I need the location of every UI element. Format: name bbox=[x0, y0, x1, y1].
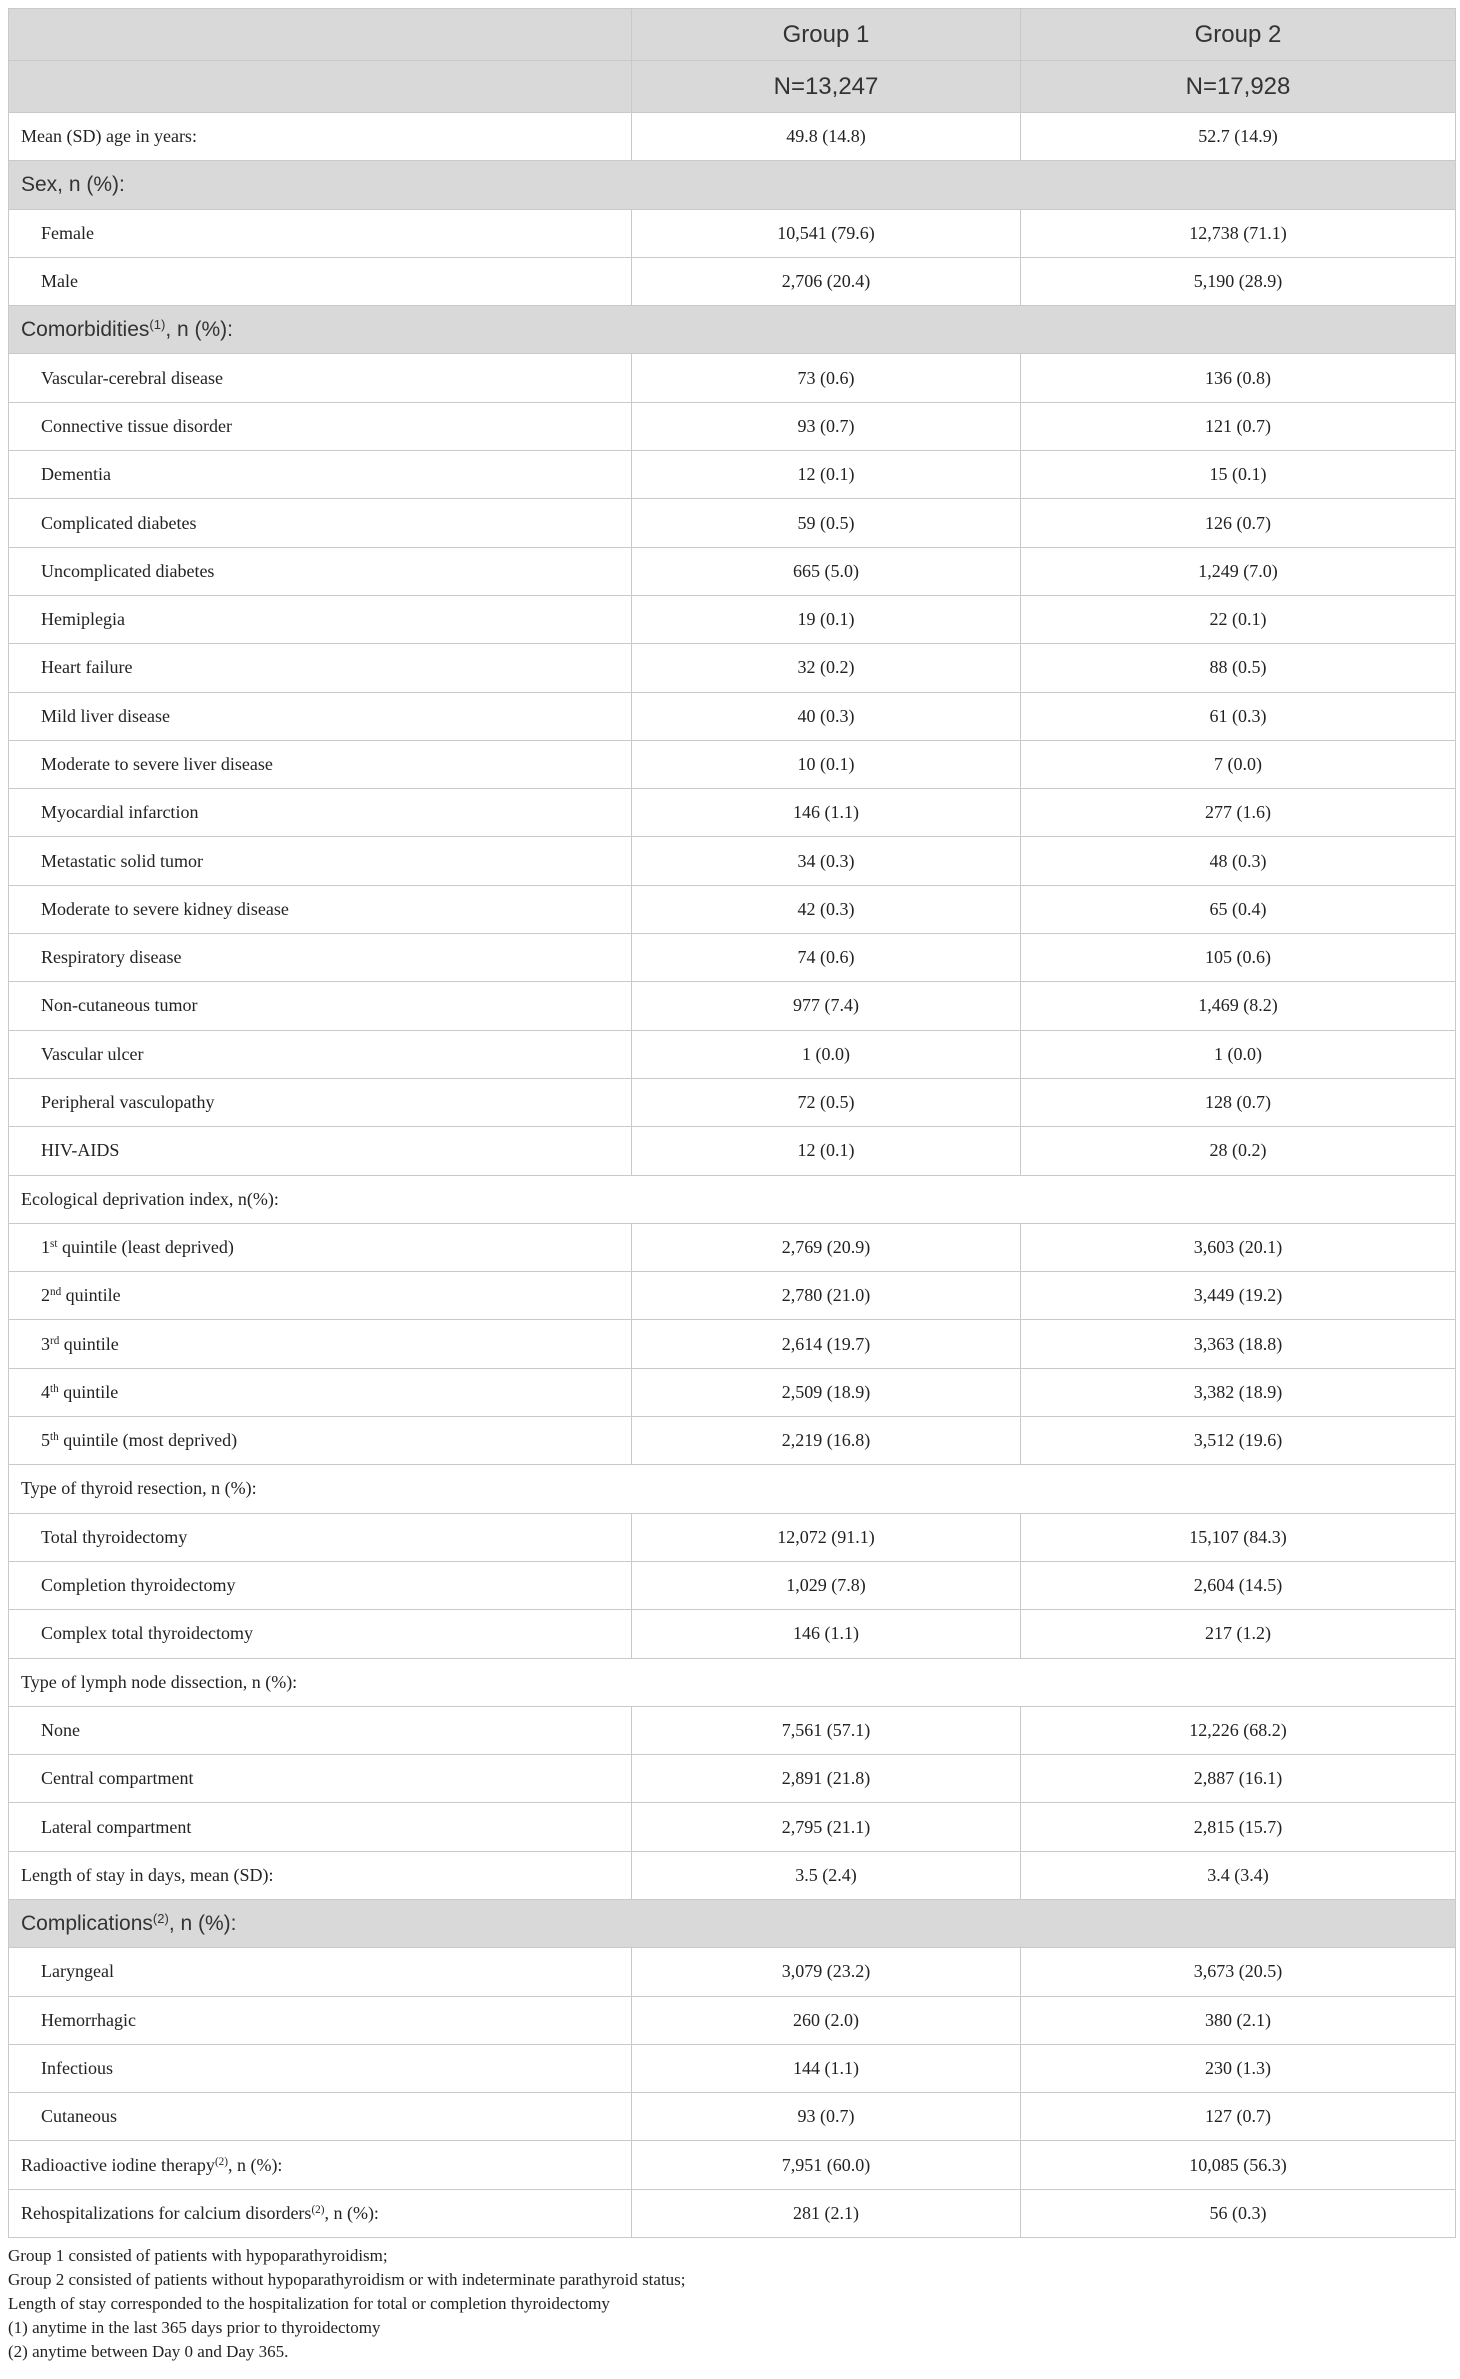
group1-value: 10 (0.1) bbox=[632, 740, 1021, 788]
row-label-suffix: , n (%): bbox=[324, 2202, 379, 2223]
row-label bbox=[9, 2189, 632, 2237]
group1-value: 1 (0.0) bbox=[632, 1030, 1021, 1078]
table-row bbox=[9, 1127, 1456, 1175]
group1-value: 2,795 (21.1) bbox=[632, 1803, 1021, 1851]
header-group2-n: N=17,928 bbox=[1021, 61, 1456, 113]
row-label: Laryngeal bbox=[9, 1948, 632, 1996]
row-label-text: Radioactive iodine therapy bbox=[21, 2154, 215, 2175]
table-row bbox=[9, 1272, 1456, 1320]
subheading-label: Type of lymph node dissection, n (%): bbox=[9, 1658, 1456, 1706]
group1-value: 12 (0.1) bbox=[632, 451, 1021, 499]
row-label: Infectious bbox=[9, 2044, 632, 2092]
group1-value: 49.8 (14.8) bbox=[632, 113, 1021, 161]
group2-value: 2,815 (15.7) bbox=[1021, 1803, 1456, 1851]
table-row bbox=[9, 209, 1456, 257]
quintile-number: 2 bbox=[41, 1285, 50, 1306]
row-label: Heart failure bbox=[9, 644, 632, 692]
group1-value: 977 (7.4) bbox=[632, 982, 1021, 1030]
header-blank bbox=[9, 9, 632, 61]
group2-value: 3,449 (19.2) bbox=[1021, 1272, 1456, 1320]
group2-value: 128 (0.7) bbox=[1021, 1078, 1456, 1126]
table-wrapper bbox=[8, 8, 1455, 2364]
ordinal-suffix: nd bbox=[50, 1286, 62, 1299]
table-row bbox=[9, 1851, 1456, 1899]
group2-value: 2,604 (14.5) bbox=[1021, 1561, 1456, 1609]
table-row bbox=[9, 692, 1456, 740]
group2-value: 1,469 (8.2) bbox=[1021, 982, 1456, 1030]
footnote-marker: (1) bbox=[149, 316, 166, 332]
table-row bbox=[9, 934, 1456, 982]
group1-value: 146 (1.1) bbox=[632, 1610, 1021, 1658]
group2-value: 7 (0.0) bbox=[1021, 740, 1456, 788]
row-label: Male bbox=[9, 257, 632, 305]
row-label: Completion thyroidectomy bbox=[9, 1561, 632, 1609]
quintile-text: quintile bbox=[58, 1381, 119, 1402]
section-row-complications bbox=[9, 1899, 1456, 1947]
group2-value: 52.7 (14.9) bbox=[1021, 113, 1456, 161]
header-group1: Group 1 bbox=[632, 9, 1021, 61]
header-blank bbox=[9, 61, 632, 113]
row-label bbox=[9, 2141, 632, 2189]
quintile-number: 4 bbox=[41, 1381, 50, 1402]
section-label-text: Comorbidities bbox=[21, 317, 150, 341]
row-label: Length of stay in days, mean (SD): bbox=[9, 1851, 632, 1899]
group1-value: 281 (2.1) bbox=[632, 2189, 1021, 2237]
table-row bbox=[9, 451, 1456, 499]
ordinal-suffix: th bbox=[50, 1431, 59, 1444]
group2-value: 217 (1.2) bbox=[1021, 1610, 1456, 1658]
table-row bbox=[9, 1948, 1456, 1996]
table-row bbox=[9, 547, 1456, 595]
group2-value: 121 (0.7) bbox=[1021, 402, 1456, 450]
footnote-line: Length of stay corresponded to the hospitalization for total or completion thyroidectomy bbox=[8, 2294, 610, 2314]
group2-value: 65 (0.4) bbox=[1021, 885, 1456, 933]
table-row bbox=[9, 740, 1456, 788]
table-row bbox=[9, 1223, 1456, 1271]
row-label-text: Rehospitalizations for calcium disorders bbox=[21, 2202, 312, 2223]
group1-value: 10,541 (79.6) bbox=[632, 209, 1021, 257]
subheading-label: Type of thyroid resection, n (%): bbox=[9, 1465, 1456, 1513]
row-label: Cutaneous bbox=[9, 2093, 632, 2141]
row-label bbox=[9, 1417, 632, 1465]
row-label: Hemiplegia bbox=[9, 595, 632, 643]
table-row bbox=[9, 1561, 1456, 1609]
quintile-text: quintile (most deprived) bbox=[58, 1430, 238, 1451]
group1-value: 12 (0.1) bbox=[632, 1127, 1021, 1175]
row-label: None bbox=[9, 1706, 632, 1754]
table-row bbox=[9, 2141, 1456, 2189]
group2-value: 22 (0.1) bbox=[1021, 595, 1456, 643]
group1-value: 72 (0.5) bbox=[632, 1078, 1021, 1126]
section-label bbox=[9, 306, 1456, 354]
section-label-suffix: , n (%): bbox=[165, 317, 233, 341]
section-label bbox=[9, 1899, 1456, 1947]
table-row bbox=[9, 402, 1456, 450]
section-row-comorbidities bbox=[9, 306, 1456, 354]
section-row-sex bbox=[9, 161, 1456, 209]
row-label: HIV-AIDS bbox=[9, 1127, 632, 1175]
row-label: Connective tissue disorder bbox=[9, 402, 632, 450]
row-label bbox=[9, 1272, 632, 1320]
group1-value: 146 (1.1) bbox=[632, 789, 1021, 837]
table-row bbox=[9, 2093, 1456, 2141]
footnote-line: Group 1 consisted of patients with hypoparathyroidism; bbox=[8, 2246, 388, 2266]
row-label: Mild liver disease bbox=[9, 692, 632, 740]
group1-value: 144 (1.1) bbox=[632, 2044, 1021, 2092]
group2-value: 3,673 (20.5) bbox=[1021, 1948, 1456, 1996]
group2-value: 136 (0.8) bbox=[1021, 354, 1456, 402]
footnote-line: (1) anytime in the last 365 days prior to thyroidectomy bbox=[8, 2318, 381, 2338]
row-label: Non-cutaneous tumor bbox=[9, 982, 632, 1030]
quintile-text: quintile bbox=[59, 1333, 119, 1354]
subheading-row-lymph bbox=[9, 1658, 1456, 1706]
group1-value: 2,219 (16.8) bbox=[632, 1417, 1021, 1465]
group1-value: 19 (0.1) bbox=[632, 595, 1021, 643]
row-label: Hemorrhagic bbox=[9, 1996, 632, 2044]
row-label: Central compartment bbox=[9, 1755, 632, 1803]
group1-value: 93 (0.7) bbox=[632, 402, 1021, 450]
table-row bbox=[9, 2044, 1456, 2092]
table-row bbox=[9, 1513, 1456, 1561]
group1-value: 2,706 (20.4) bbox=[632, 257, 1021, 305]
row-label bbox=[9, 1223, 632, 1271]
row-label: Lateral compartment bbox=[9, 1803, 632, 1851]
table-footnotes bbox=[8, 2244, 1455, 2364]
row-label: Moderate to severe kidney disease bbox=[9, 885, 632, 933]
group1-value: 42 (0.3) bbox=[632, 885, 1021, 933]
table-row bbox=[9, 1706, 1456, 1754]
header-group2: Group 2 bbox=[1021, 9, 1456, 61]
ordinal-suffix: rd bbox=[50, 1334, 60, 1347]
group2-value: 88 (0.5) bbox=[1021, 644, 1456, 692]
group1-value: 2,769 (20.9) bbox=[632, 1223, 1021, 1271]
footnote-marker: (2) bbox=[214, 2155, 228, 2168]
group1-value: 260 (2.0) bbox=[632, 1996, 1021, 2044]
group1-value: 34 (0.3) bbox=[632, 837, 1021, 885]
section-label: Sex, n (%): bbox=[9, 161, 1456, 209]
row-label: Total thyroidectomy bbox=[9, 1513, 632, 1561]
section-label-text: Complications bbox=[21, 1911, 153, 1935]
quintile-number: 3 bbox=[41, 1333, 50, 1354]
group2-value: 28 (0.2) bbox=[1021, 1127, 1456, 1175]
row-label: Metastatic solid tumor bbox=[9, 837, 632, 885]
group2-value: 12,738 (71.1) bbox=[1021, 209, 1456, 257]
row-label: Complex total thyroidectomy bbox=[9, 1610, 632, 1658]
row-label: Vascular-cerebral disease bbox=[9, 354, 632, 402]
group2-value: 3,363 (18.8) bbox=[1021, 1320, 1456, 1368]
group1-value: 73 (0.6) bbox=[632, 354, 1021, 402]
header-row-n bbox=[9, 61, 1456, 113]
group2-value: 15,107 (84.3) bbox=[1021, 1513, 1456, 1561]
quintile-number: 1 bbox=[41, 1236, 50, 1257]
table-row bbox=[9, 113, 1456, 161]
row-label bbox=[9, 1320, 632, 1368]
group1-value: 2,614 (19.7) bbox=[632, 1320, 1021, 1368]
table-row bbox=[9, 499, 1456, 547]
group1-value: 7,951 (60.0) bbox=[632, 2141, 1021, 2189]
group2-value: 105 (0.6) bbox=[1021, 934, 1456, 982]
table-row bbox=[9, 354, 1456, 402]
subheading-row-resection bbox=[9, 1465, 1456, 1513]
ordinal-suffix: st bbox=[50, 1237, 58, 1250]
quintile-text: quintile (least deprived) bbox=[57, 1236, 234, 1257]
header-row-groups bbox=[9, 9, 1456, 61]
row-label-suffix: , n (%): bbox=[227, 2154, 283, 2175]
group2-value: 10,085 (56.3) bbox=[1021, 2141, 1456, 2189]
row-label bbox=[9, 1368, 632, 1416]
group1-value: 2,509 (18.9) bbox=[632, 1368, 1021, 1416]
table-row bbox=[9, 885, 1456, 933]
table-row bbox=[9, 257, 1456, 305]
table-row bbox=[9, 1417, 1456, 1465]
row-label: Respiratory disease bbox=[9, 934, 632, 982]
table-row bbox=[9, 1368, 1456, 1416]
group1-value: 3,079 (23.2) bbox=[632, 1948, 1021, 1996]
row-label: Moderate to severe liver disease bbox=[9, 740, 632, 788]
group1-value: 665 (5.0) bbox=[632, 547, 1021, 595]
row-label: Complicated diabetes bbox=[9, 499, 632, 547]
group2-value: 48 (0.3) bbox=[1021, 837, 1456, 885]
group1-value: 7,561 (57.1) bbox=[632, 1706, 1021, 1754]
group2-value: 1,249 (7.0) bbox=[1021, 547, 1456, 595]
group2-value: 61 (0.3) bbox=[1021, 692, 1456, 740]
row-label: Mean (SD) age in years: bbox=[9, 113, 632, 161]
group2-value: 2,887 (16.1) bbox=[1021, 1755, 1456, 1803]
table-row bbox=[9, 1078, 1456, 1126]
header-group1-n: N=13,247 bbox=[632, 61, 1021, 113]
table-row bbox=[9, 595, 1456, 643]
group1-value: 1,029 (7.8) bbox=[632, 1561, 1021, 1609]
group2-value: 56 (0.3) bbox=[1021, 2189, 1456, 2237]
footnote-marker: (2) bbox=[311, 2203, 325, 2216]
row-label: Myocardial infarction bbox=[9, 789, 632, 837]
group2-value: 1 (0.0) bbox=[1021, 1030, 1456, 1078]
group1-value: 59 (0.5) bbox=[632, 499, 1021, 547]
group2-value: 230 (1.3) bbox=[1021, 2044, 1456, 2092]
group1-value: 3.5 (2.4) bbox=[632, 1851, 1021, 1899]
row-label: Vascular ulcer bbox=[9, 1030, 632, 1078]
table-row bbox=[9, 1320, 1456, 1368]
group1-value: 2,891 (21.8) bbox=[632, 1755, 1021, 1803]
quintile-number: 5 bbox=[41, 1430, 50, 1451]
group2-value: 127 (0.7) bbox=[1021, 2093, 1456, 2141]
table-row bbox=[9, 1803, 1456, 1851]
quintile-text: quintile bbox=[61, 1285, 121, 1306]
group1-value: 2,780 (21.0) bbox=[632, 1272, 1021, 1320]
group1-value: 74 (0.6) bbox=[632, 934, 1021, 982]
subheading-row-deprivation bbox=[9, 1175, 1456, 1223]
footnote-line: Group 2 consisted of patients without hypoparathyroidism or with indeterminate parathyroid status; bbox=[8, 2270, 686, 2290]
group2-value: 3,382 (18.9) bbox=[1021, 1368, 1456, 1416]
subheading-label: Ecological deprivation index, n(%): bbox=[9, 1175, 1456, 1223]
group2-value: 3,512 (19.6) bbox=[1021, 1417, 1456, 1465]
table-row bbox=[9, 837, 1456, 885]
group2-value: 3,603 (20.1) bbox=[1021, 1223, 1456, 1271]
section-label-suffix: , n (%): bbox=[168, 1911, 237, 1935]
table-row bbox=[9, 2189, 1456, 2237]
table-row bbox=[9, 1996, 1456, 2044]
group1-value: 12,072 (91.1) bbox=[632, 1513, 1021, 1561]
row-label: Uncomplicated diabetes bbox=[9, 547, 632, 595]
group1-value: 93 (0.7) bbox=[632, 2093, 1021, 2141]
row-label: Dementia bbox=[9, 451, 632, 499]
group1-value: 40 (0.3) bbox=[632, 692, 1021, 740]
table-row bbox=[9, 1610, 1456, 1658]
row-label: Female bbox=[9, 209, 632, 257]
table-row bbox=[9, 982, 1456, 1030]
footnote-marker: (2) bbox=[152, 1910, 169, 1926]
table-row bbox=[9, 1030, 1456, 1078]
group2-value: 380 (2.1) bbox=[1021, 1996, 1456, 2044]
table-row bbox=[9, 789, 1456, 837]
table-row bbox=[9, 1755, 1456, 1803]
group2-value: 15 (0.1) bbox=[1021, 451, 1456, 499]
row-label: Peripheral vasculopathy bbox=[9, 1078, 632, 1126]
ordinal-suffix: th bbox=[50, 1382, 59, 1395]
group2-value: 277 (1.6) bbox=[1021, 789, 1456, 837]
group1-value: 32 (0.2) bbox=[632, 644, 1021, 692]
table-row bbox=[9, 644, 1456, 692]
group2-value: 126 (0.7) bbox=[1021, 499, 1456, 547]
footnote-line: (2) anytime between Day 0 and Day 365. bbox=[8, 2342, 289, 2362]
group2-value: 12,226 (68.2) bbox=[1021, 1706, 1456, 1754]
group2-value: 3.4 (3.4) bbox=[1021, 1851, 1456, 1899]
group2-value: 5,190 (28.9) bbox=[1021, 257, 1456, 305]
baseline-characteristics-table bbox=[8, 8, 1456, 2238]
